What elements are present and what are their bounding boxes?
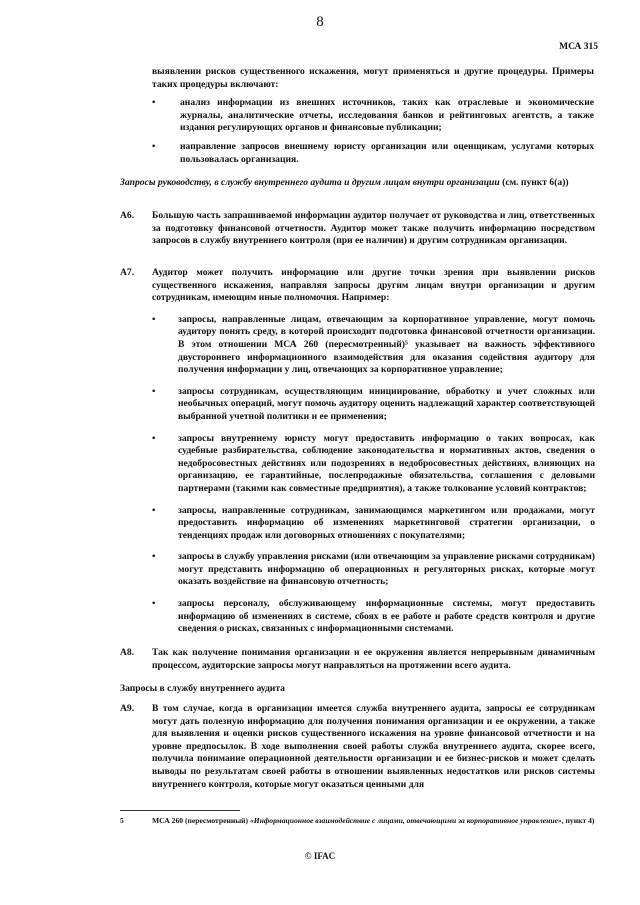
paragraph-number: A9.: [120, 703, 135, 714]
list-item: [152, 505, 595, 543]
section-heading-italic: [120, 177, 595, 190]
list-item-text: запросы персоналу, обслуживающему информационные системы, могут предоставить информацию об изменениях в системе, сбоях в ее работе и работе средств контроля и другие сведения о рисках, связанных с информационными системами.: [178, 598, 595, 635]
paragraph-a7: [120, 267, 595, 636]
paragraph-text: Так как получение понимания организации и ее окружения является непрерывным динамичным процессом, аудиторские запросы могут направляться на протяжении всего аудита.: [152, 647, 595, 671]
list-item: [152, 551, 595, 589]
standard-header: МСА 315: [559, 42, 598, 52]
paragraph-a8: [120, 647, 595, 672]
copyright-footer: © IFAC: [304, 851, 336, 861]
bullet-icon: •: [152, 504, 156, 516]
bullet-icon: •: [152, 432, 156, 444]
list-item-text: запросы, направленные лицам, отвечающим за корпоративное управление, могут помочь аудитору понять среду, в которой происходит подготовка финансовой отчетности организации. В этом отношении МСА 260 (пересмотренный)⁵ указывает на важность эффективного двустороннего информационного взаимодействия для оказания содействия аудитору для получения информации у лиц, отвечающих за корпоративное управление;: [178, 313, 595, 376]
paragraph-text: В том случае, когда в организации имеется служба внутреннего аудита, запросы ее сотрудникам могут дать полезную информацию для получения понимания организации и ее окружении, а также для выявления и оценки рисков существенного искажения на уровне финансовой отчетности и на уровне предпосылок. В ходе выполнения своей работы служба внутреннего аудита, скорее всего, получила понимание операционной деятельности организации и ее бизнес-рисков и может сделать выводы по результатам своей работы в отношении выявленных недостатков или рисков системы внутреннего контроля, которые могут оказаться ценными для: [152, 703, 595, 790]
list-item-text: анализ информации из внешних источников, таких как отраслевые и экономические журналы, аналитические отчеты, исследования банков и рейтинговых агентств, а также издания регулирующих органов и финансовые публикации;: [180, 97, 594, 134]
footnote-text-plain: МСА 260 (пересмотренный): [152, 816, 249, 825]
list-item: [152, 386, 595, 424]
list-item-text: направление запросов внешнему юристу организации или оценщикам, услугами которых пользовалась организация.: [180, 140, 594, 165]
footnote-divider: [120, 810, 240, 811]
page-number: 8: [316, 14, 324, 30]
bullet-icon: •: [152, 140, 156, 152]
bullet-icon: •: [152, 97, 156, 109]
bullet-icon: •: [152, 385, 156, 397]
section-reference: (см. пункт 6(а)): [502, 177, 569, 188]
intro-text: выявлении рисков существенного искажения, могут применяться и другие процедуры. Примеры таких процедуры включают:: [152, 66, 594, 90]
footnote: [120, 816, 595, 826]
paragraph-number: A8.: [120, 647, 135, 658]
bullet-icon: •: [152, 551, 156, 563]
list-item-text: запросы сотрудникам, осуществляющим инициирование, обработку и учет сложных или необычных операций, могут помочь аудитору оценить надлежащий характер соответствующей выбранной учетной политики и ее применения;: [178, 385, 595, 422]
bullet-icon: •: [152, 313, 156, 325]
paragraph-number: A6.: [120, 210, 135, 221]
list-item-text: запросы внутреннему юристу могут предоставить информацию о таких вопросах, как судебные разбирательства, соблюдение законодательства и нормативных актов, сведения о недобросовестных действиях или подозрениях в недобросовестных действиях, влияющих на организацию, ее гарантийные, послепродажные обязательства, соглашения с деловыми партнерами (такими как совместные предприятия), а также толкование условий контрактов;: [178, 432, 595, 494]
paragraph-a9: [120, 703, 595, 791]
a7-list: [152, 314, 595, 636]
section-title: Запросы руководству, в службу внутреннего аудита и другим лицам внутри организации: [120, 177, 500, 188]
bullet-icon: •: [152, 598, 156, 610]
list-item: [152, 141, 594, 166]
list-item: [152, 314, 595, 377]
footnote-text-italic: «Информационное взаимодействие с лицами, отвечающими за корпоративное управление»: [249, 816, 562, 825]
section-heading: Запросы в службу внутреннего аудита: [120, 683, 285, 694]
list-item: [152, 97, 594, 135]
footnote-text-end: , пункт 4): [561, 816, 595, 825]
footnote-text: [152, 816, 595, 826]
list-item: [152, 433, 595, 496]
footnote-number: 5: [120, 816, 124, 825]
intro-block: [152, 66, 594, 166]
paragraph-number: A7.: [120, 267, 135, 278]
paragraph-a6: [120, 210, 595, 248]
paragraph-text: Большую часть запрашиваемой информации аудитор получает от руководства и лиц, ответственных за подготовку финансовой отчетности. Аудитор может также получить информацию посредством запросов в службу внутреннего контроля (при ее наличии) и другим сотрудникам организации.: [152, 210, 595, 247]
list-item-text: запросы в службу управления рисками (или отвечающим за управление рисками сотрудникам) могут представить информацию об операционных и регуляторных рисках, которые могут оказать воздействие на финансовую отчетность;: [178, 551, 595, 588]
list-item: [152, 598, 595, 636]
paragraph-text: Аудитор может получить информацию или другие точки зрения при выявлении рисков существенного искажения, направляя запросы другим лицам внутри организации и другим сотрудникам, имеющим иные полномочия. Например:: [152, 267, 595, 304]
list-item-text: запросы, направленные сотрудникам, занимающимся маркетингом или продажами, могут предоставить информацию об изменениях маркетинговой стратегии организации, о тенденциях продаж или договорных отношениях с покупателями;: [178, 504, 595, 541]
